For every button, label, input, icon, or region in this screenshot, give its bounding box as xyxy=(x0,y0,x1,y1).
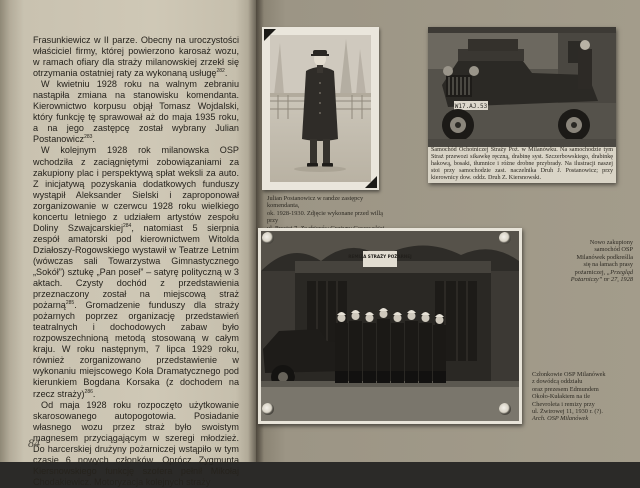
body-text-run: Frasunkiewicz w II parze. Obecny na uroczystości właściciel firmy, której powierzono karosaż wozu, w ramach ofiary dla straży milanowskiej zrzekł się otrzymania ostatniej raty za wykonaną usługę xyxy=(33,35,239,79)
photo-corner-icon xyxy=(264,29,276,41)
portrait-caption: Julian Postanowicz w randze zastępcy komendanta, ok. 1928-1930. Zdjęcie wykonane przed willą przy xyxy=(267,195,392,232)
group-caption-source: Arch. OSP Milanówek xyxy=(532,415,589,423)
car-photo-image xyxy=(428,27,616,147)
body-text-run: . xyxy=(224,68,228,79)
rivet-icon xyxy=(262,403,274,415)
portrait-photo xyxy=(262,27,379,190)
body-text-run: W kwietniu 1928 roku na walnym zebraniu nastąpiła zmiana na stanowisku komendanta. Kierownictwo korpusu objął Tomasz Wojdalski, który funkcję tę sprawował aż do maja 1935 roku, a na jego zastępcę został wybrany Julian Postanowicz xyxy=(33,79,239,145)
body-paragraph xyxy=(33,400,239,488)
body-text-run: Od maja 1928 roku rozpoczęto użytkowanie skarosowanego autopogotowia. Posiadanie własnego wozu przez straż było swoistym magnesem przyciągającym w szeregi młodzież. Do harcerskiej drużyny pożarniczej wstąpiło w tym czasie 6 nowych członków. Oprócz Zygmunta Kiersnowskiego funkcję szofera pełnił Mikołaj Chodakiewicz. Motoryzacja kolejnych straży xyxy=(33,399,239,487)
page-number: 84 xyxy=(28,436,40,450)
group-photo-image xyxy=(261,231,519,421)
body-text-run: , natomiast 5 sierpnia zespół amatorski pod kierownictwem Witolda Działoszy-Rogowskiego wystawił w Teatrze Letnim (wówczas sali Towarzystwa Gimnastycznego „Sokół”) sztukę „Pan poseł” – satyrę polityczną w 3 aktach. Czysty dochód z przedstawienia przeznaczony został na miejscową straż pożarną xyxy=(33,222,239,311)
rivet-icon xyxy=(262,232,274,244)
body-text-run: . xyxy=(92,388,96,399)
group-photo xyxy=(258,228,522,424)
rivet-icon xyxy=(499,403,511,415)
body-paragraph xyxy=(33,79,239,145)
remiza-sign: REMIZA STRAŻY POŻARNEJ xyxy=(348,254,412,259)
body-paragraph xyxy=(33,35,239,79)
car-clipping xyxy=(428,27,616,183)
photo-corner-icon xyxy=(365,176,377,188)
body-text xyxy=(33,35,239,488)
body-text-run: W kolejnym 1928 rok milanowska OSP wchodziła z zaciągniętymi zobowiązaniami za zakupiony plac i perspektywą spłat weksli za auto. Z inicjatywą pozyskania dodatkowych funduszy wystąpił Aleksander Sielski i zaproponował zorganizowanie w czerwcu 1928 roku wielkiego koncertu letniego z udziałem artystów zespołu Doliny Szwajcarskiej xyxy=(33,145,239,233)
body-text-run: . xyxy=(92,134,95,145)
car-caption-source: „Przegląd Pożarniczy” nr 27, 1928 xyxy=(570,268,633,284)
footnote-ref: 286 xyxy=(84,388,93,395)
group-caption: Członkowie OSP Milanówek z dowódcą oddziału oraz prezesem Edmundem Około-Kułakiem na tle Chevroleta i remizy przy ul. Żwirowej 11, 1930 r. (?). Arch. OSP Milanówek xyxy=(532,371,634,423)
footnote-ref: 282 xyxy=(216,68,225,75)
body-text-run: . Gromadzenie funduszy dla straży pożarnych poprzez organizację przedstawień teatralnych i dochodowych zabaw było rozpowszechnioną metodą stosowaną w całym kraju. W roku następnym, 7 lipca 1929 roku, również zorganizowano przedstawienie w wykonaniu miejscowego Koła Dramatycznego pod kierunkiem Bogdana Korsaka (z dochodem na rzecz straży) xyxy=(33,300,239,399)
car-side-caption: Nowo zakupiony samochód OSP Milanówek podkreślla się na łamach prasy pożarniczej, „Przegląd Pożarniczy” nr 27, 1928 xyxy=(570,239,633,284)
body-paragraph xyxy=(33,145,239,399)
license-plate: W17.AJ.53 xyxy=(454,103,488,110)
rivet-icon xyxy=(499,232,511,244)
portrait-photo-image xyxy=(270,35,371,182)
footnote-ref: 284 xyxy=(122,222,132,229)
footnote-ref: 283 xyxy=(84,134,93,141)
footnote-ref: 285 xyxy=(65,300,75,307)
car-inset-caption: Samochód Ochotniczej Straży Poż. w Milanówku. Na samochodzie tym Straż przewozi sikawkę ręczną, drabinę syst. Szczerbowskiego, drabinkę hakową, bosaki, tłumnice i różne drobne przybrady. Na ilustracji naszej stoi przy samochodzie zast. naczelnika Druh J. Postanowicz; przy kierownicy dow. oddz. Druh Z. Kiersnowski. xyxy=(431,147,613,181)
